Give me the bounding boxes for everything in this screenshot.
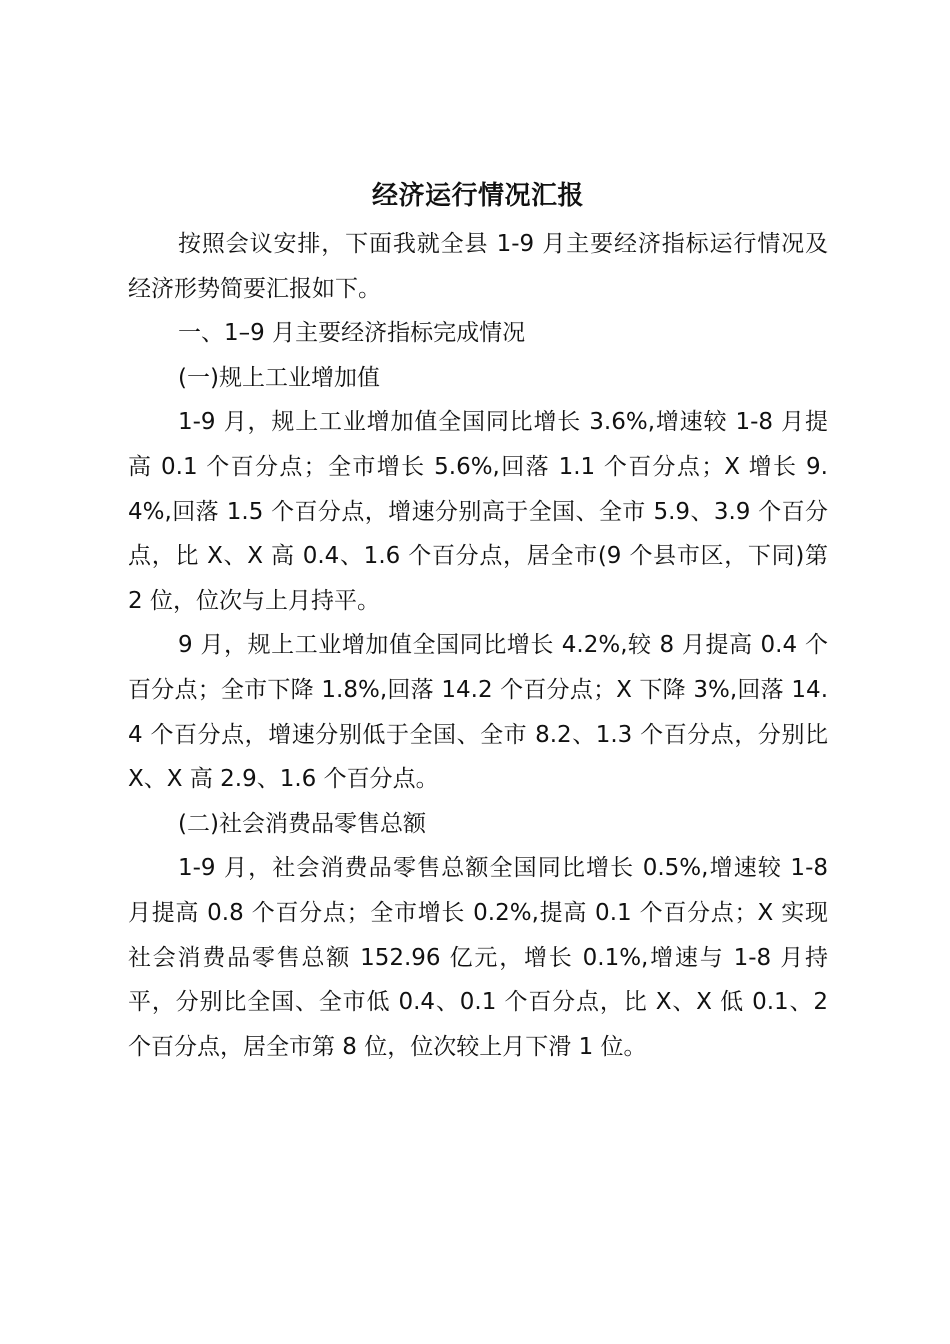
- industry-paragraph-ytd: 1-9 月，规上工业增加值全国同比增长 3.6%,增速较 1-8 月提高 0.1 个百分点；全市增长 5.6%,回落 1.1 个百分点；X 增长 9.4%,回落 1.5 个百分点，增速分别高于全国、全市 5.9、3.9 个百分点，比 X、X 高 0.4、1.6 个百分点，居全市(9 个县市区，下同)第 2 位，位次与上月持平。: [128, 409, 828, 614]
- intro-paragraph: 按照会议安排，下面我就全县 1-9 月主要经济指标运行情况及经济形势简要汇报如下。: [128, 231, 828, 302]
- retail-paragraph-ytd: 1-9 月，社会消费品零售总额全国同比增长 0.5%,增速较 1-8 月提高 0.8 个百分点；全市增长 0.2%,提高 0.1 个百分点；X 实现社会消费品零售总额 152.96 亿元，增长 0.1%,增速与 1-8 月持平，分别比全国、全市低 0.4、0.1 个百分点，比 X、X 低 0.1、2 个百分点，居全市第 8 位，位次较上月下滑 1 位。: [128, 855, 828, 1060]
- subsection-heading-industry: (一)规上工业增加值: [178, 364, 380, 391]
- section-heading: 一、1–9 月主要经济指标完成情况: [178, 320, 526, 347]
- industry-paragraph-september: 9 月，规上工业增加值全国同比增长 4.2%,较 8 月提高 0.4 个百分点；全市下降 1.8%,回落 14.2 个百分点；X 下降 3%,回落 14.4 个百分点，增速分别低于全国、全市 8.2、1.3 个百分点，分别比 X、X 高 2.9、1.6 个百分点。: [128, 632, 829, 793]
- document-title: 经济运行情况汇报: [371, 181, 584, 211]
- subsection-heading-retail: (二)社会消费品零售总额: [178, 810, 426, 837]
- document-page: [128, 174, 828, 1069]
